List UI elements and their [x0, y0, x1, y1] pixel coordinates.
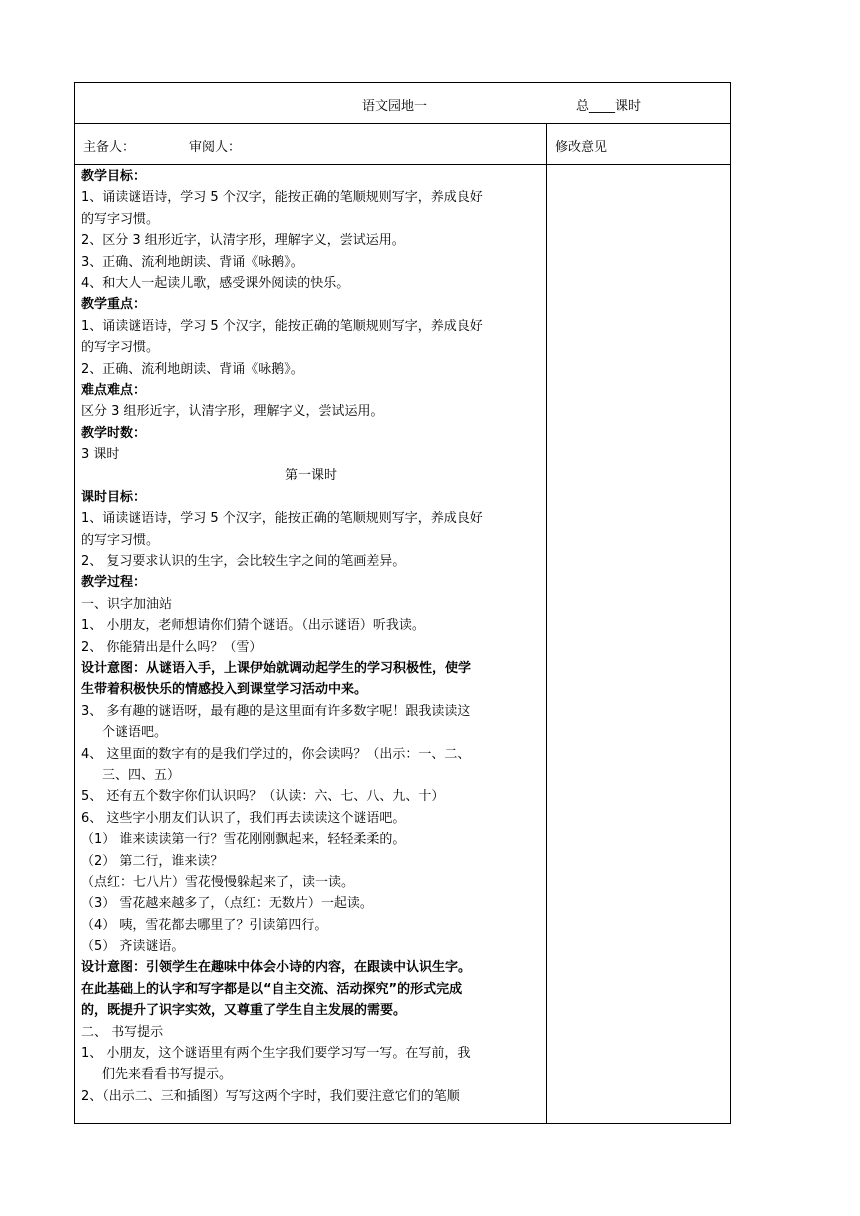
process-line: 3、 多有趣的谜语呀，最有趣的是这里面有许多数字呢！跟我读读这	[81, 703, 471, 719]
heading-period-objectives: 课时目标：	[81, 489, 147, 505]
title-row	[75, 82, 730, 123]
process-line: 1、 小朋友，老师想请你们猜个谜语。（出示谜语）听我读。	[81, 618, 425, 634]
difficulty-line: 区分 3 组形近字，认清字形，理解字义，尝试运用。	[81, 404, 384, 420]
table-border-bottom	[74, 1123, 731, 1124]
section-title: 第一课时	[284, 468, 337, 484]
table-border-right	[730, 82, 731, 1124]
reviewer-label: 审阅人：	[189, 140, 242, 155]
heading-periods: 教学时数：	[81, 425, 147, 441]
lesson-content	[81, 166, 541, 1107]
period-objective-line: 2、 复习要求认识的生字，会比较生字之间的笔画差异。	[81, 554, 406, 570]
periods-line: 3 课时	[81, 447, 120, 463]
design-intent-line: 设计意图：引领学生在趣味中体会小诗的内容，在跟读中认识生字。	[81, 960, 472, 976]
meta-row-right	[547, 124, 730, 164]
design-intent-line: 设计意图：从谜语入手，上课伊始就调动起学生的学习积极性，使学	[81, 660, 472, 676]
heading-difficulties: 难点难点：	[81, 382, 147, 398]
preparer-label: 主备人：	[83, 140, 136, 155]
period-objective-line: 的写字习惯。	[81, 532, 160, 548]
meta-row-left	[75, 124, 546, 164]
revision-label: 修改意见	[555, 140, 608, 155]
objective-line: 4、和大人一起读儿歌，感受课外阅读的快乐。	[81, 275, 350, 291]
process-line: 三、四、五）	[102, 767, 181, 783]
process-line: 6、 这些字小朋友们认识了，我们再去读读这个谜语吧。	[81, 810, 406, 826]
objective-line: 1、诵读谜语诗，学习 5 个汉字，能按正确的笔顺规则写字，养成良好	[81, 190, 483, 206]
process-line: 4、 这里面的数字有的是我们学过的，你会读吗？（出示：一、二、	[81, 746, 471, 762]
process-line: （2） 第二行，谁来读？	[81, 853, 224, 869]
objective-line: 3、正确、流利地朗读、背诵《咏鹅》。	[81, 254, 304, 270]
heading-process: 教学过程：	[81, 575, 147, 591]
process-line: 2、 你能猜出是什么吗？（雪）	[81, 639, 263, 655]
process-line: 一、识字加油站	[81, 596, 173, 612]
heading-key-points: 教学重点：	[81, 297, 147, 313]
design-intent-line: 生带着积极快乐的情感投入到课堂学习活动中来。	[81, 682, 368, 698]
process-line: （点红：七八片）雪花慢慢躲起来了，读一读。	[81, 874, 355, 890]
table-border-left	[74, 82, 75, 1124]
table-border-row2	[74, 164, 731, 165]
process-line: 个谜语吧。	[102, 725, 168, 741]
total-periods: 总____课时	[576, 99, 642, 114]
objective-line: 的写字习惯。	[81, 211, 160, 227]
key-point-line: 的写字习惯。	[81, 340, 160, 356]
design-intent-line: 在此基础上的认字和写字都是以“自主交流、活动探究”的形式完成	[81, 981, 463, 997]
objective-line: 2、区分 3 组形近字，认清字形，理解字义，尝试运用。	[81, 233, 405, 249]
process-line: 二、 书写提示	[81, 1024, 164, 1040]
key-point-line: 1、诵读谜语诗，学习 5 个汉字，能按正确的笔顺规则写字，养成良好	[81, 318, 483, 334]
key-point-line: 2、正确、流利地朗读、背诵《咏鹅》。	[81, 361, 304, 377]
process-line: （3） 雪花越来越多了，（点红：无数片）一起读。	[81, 896, 373, 912]
process-line: 2、（出示二、三和插图）写写这两个字时，我们要注意它们的笔顺	[81, 1088, 460, 1104]
heading-objectives: 教学目标：	[81, 169, 147, 184]
period-objective-line: 1、诵读谜语诗，学习 5 个汉字，能按正确的笔顺规则写字，养成良好	[81, 511, 483, 527]
process-line: 1、 小朋友，这个谜语里有两个生字我们要学习写一写。在写前，我	[81, 1046, 471, 1062]
table-border-divider	[546, 123, 547, 1124]
design-intent-line: 的，既提升了识字实效，又尊重了学生自主发展的需要。	[81, 1003, 407, 1019]
process-line: （5） 齐读谜语。	[81, 939, 185, 955]
process-line: 们先来看看书写提示。	[102, 1067, 233, 1083]
lesson-title: 语文园地一	[362, 99, 428, 114]
process-line: （4） 咦，雪花都去哪里了？引读第四行。	[81, 917, 328, 933]
process-line: （1） 谁来读读第一行？雪花刚刚飘起来，轻轻柔柔的。	[81, 832, 406, 848]
process-line: 5、 还有五个数字你们认识吗？（认读：六、七、八、九、十）	[81, 789, 445, 805]
